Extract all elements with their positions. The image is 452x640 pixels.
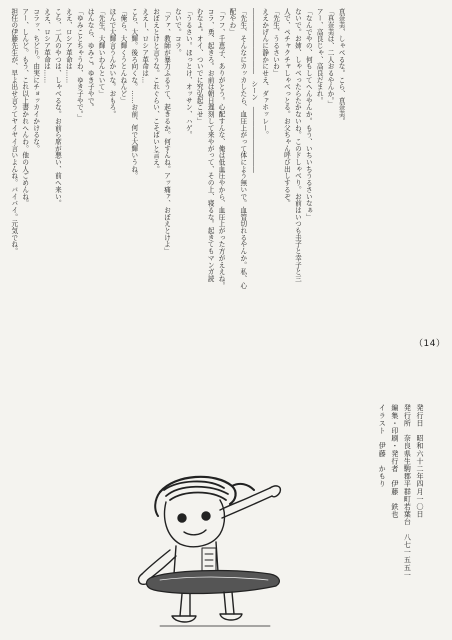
story-line: ええー、ロシア革命は… xyxy=(140,8,149,84)
story-text xyxy=(10,8,346,332)
story-line: ―――――――――― シーン ―――――――――― xyxy=(249,8,258,173)
story-line: おぼえとけと言うな。これぐらい、こそばいと言え。 xyxy=(151,8,160,173)
story-line: 「ゆみことちゃうわ、ゆき子やで。」 xyxy=(75,8,84,122)
colophon-line: イラスト 伊藤 かもり xyxy=(378,404,387,488)
story-line: ないで。コラ。 xyxy=(173,8,182,56)
story-line: 「フフ、千恵子、ありがとう。心配すんな、俺は低血圧やから、血圧上がった方がええね。 xyxy=(217,8,226,289)
story-line: 担任の伊藤先生が、早よ出せ言うてヤイヤイ言いよんね。バイバイ。元気でね。 xyxy=(10,8,18,255)
child-drawing-illustration xyxy=(120,470,310,635)
story-line: ないで。お姉、しゃべったらたかないわ。このドしゃべり。お前はいつも圭子と幸子と三 xyxy=(293,8,302,282)
story-line: コラッ、ちどり。由実にチョッカイかけるな。 xyxy=(31,8,40,152)
story-line: 「先生、そんなにカッカしたら、血圧上がって体によう無いで。血管切れるやんか。私、心 xyxy=(238,8,247,289)
story-line: 「俺ら、大輝くうとんねんど」 xyxy=(118,8,127,104)
story-line: アー、しんど。もう、これ以上書かれへんわ。他の人ごめんね。 xyxy=(20,8,29,207)
story-line: こら、二人のやつは、しゃべるな。お前ら席が悪い、前へ来い。 xyxy=(53,8,62,207)
story-line: 「なんでやの、何もしてへんやんか。もう、いちいちうるさいなぁ」 xyxy=(304,8,313,221)
story-line: 真奈美、しゃべるな。こら、真奈美。 xyxy=(337,8,345,125)
story-line: 人で、ペチャクチャしゃべっとる。お父ちゃん呼び出しするぞ。 xyxy=(282,8,291,207)
story-line: 「先生、大輝いわんといて」 xyxy=(97,8,106,98)
colophon-line: 編集・印刷・発行者 伊藤 鉄也 xyxy=(390,404,399,518)
story-line: ほんで大輝言うんかいな。おもろ。 xyxy=(107,8,116,118)
story-line: コラ、勇、起きろ。お前は朝日遅刻して来やがって、その上、寝るな。起きてもマンガ読 xyxy=(206,8,215,282)
story-line: むなよ。オイ、ついでに究弘起こせ」 xyxy=(195,8,204,125)
page-number: （14） xyxy=(414,339,446,349)
story-line: 「真奈美は、二人おるやんか。」 xyxy=(326,8,335,108)
story-line: ええかげんに静かにせえ、ダァホッレー。 xyxy=(260,8,269,139)
story-line: 配やわ」 xyxy=(227,8,236,36)
story-line: アー、高良じゃ、高良だまれ。 xyxy=(315,8,324,104)
colophon-line: 発行日 昭和六十二年四月一〇日 xyxy=(416,404,424,518)
story-line: 「うるさい。ほっとけ、オッサン、ハゲ。 xyxy=(184,8,193,139)
story-line: 「アァ、教師が暴力ふるうて、起きるか。何すんね。アッ痛ァ、おぼえとけよ」 xyxy=(162,8,171,255)
story-line: はんなら、ゆみこ。ゆき子やで。 xyxy=(86,8,95,111)
colophon-line: 発行所 奈良県生駒郡平群町若葉台 八七一五五一 xyxy=(403,404,412,579)
colophon xyxy=(320,404,426,609)
story-line: ええ、ロシア革命は…… xyxy=(42,8,51,84)
story-line: ええ、ロシア革命は…… xyxy=(64,8,73,84)
story-line: 「先生、うるさいわ」 xyxy=(271,8,280,77)
story-line: こら、大輝。後ろ向くな。……お前、何で大輝いうね。 xyxy=(129,8,138,180)
